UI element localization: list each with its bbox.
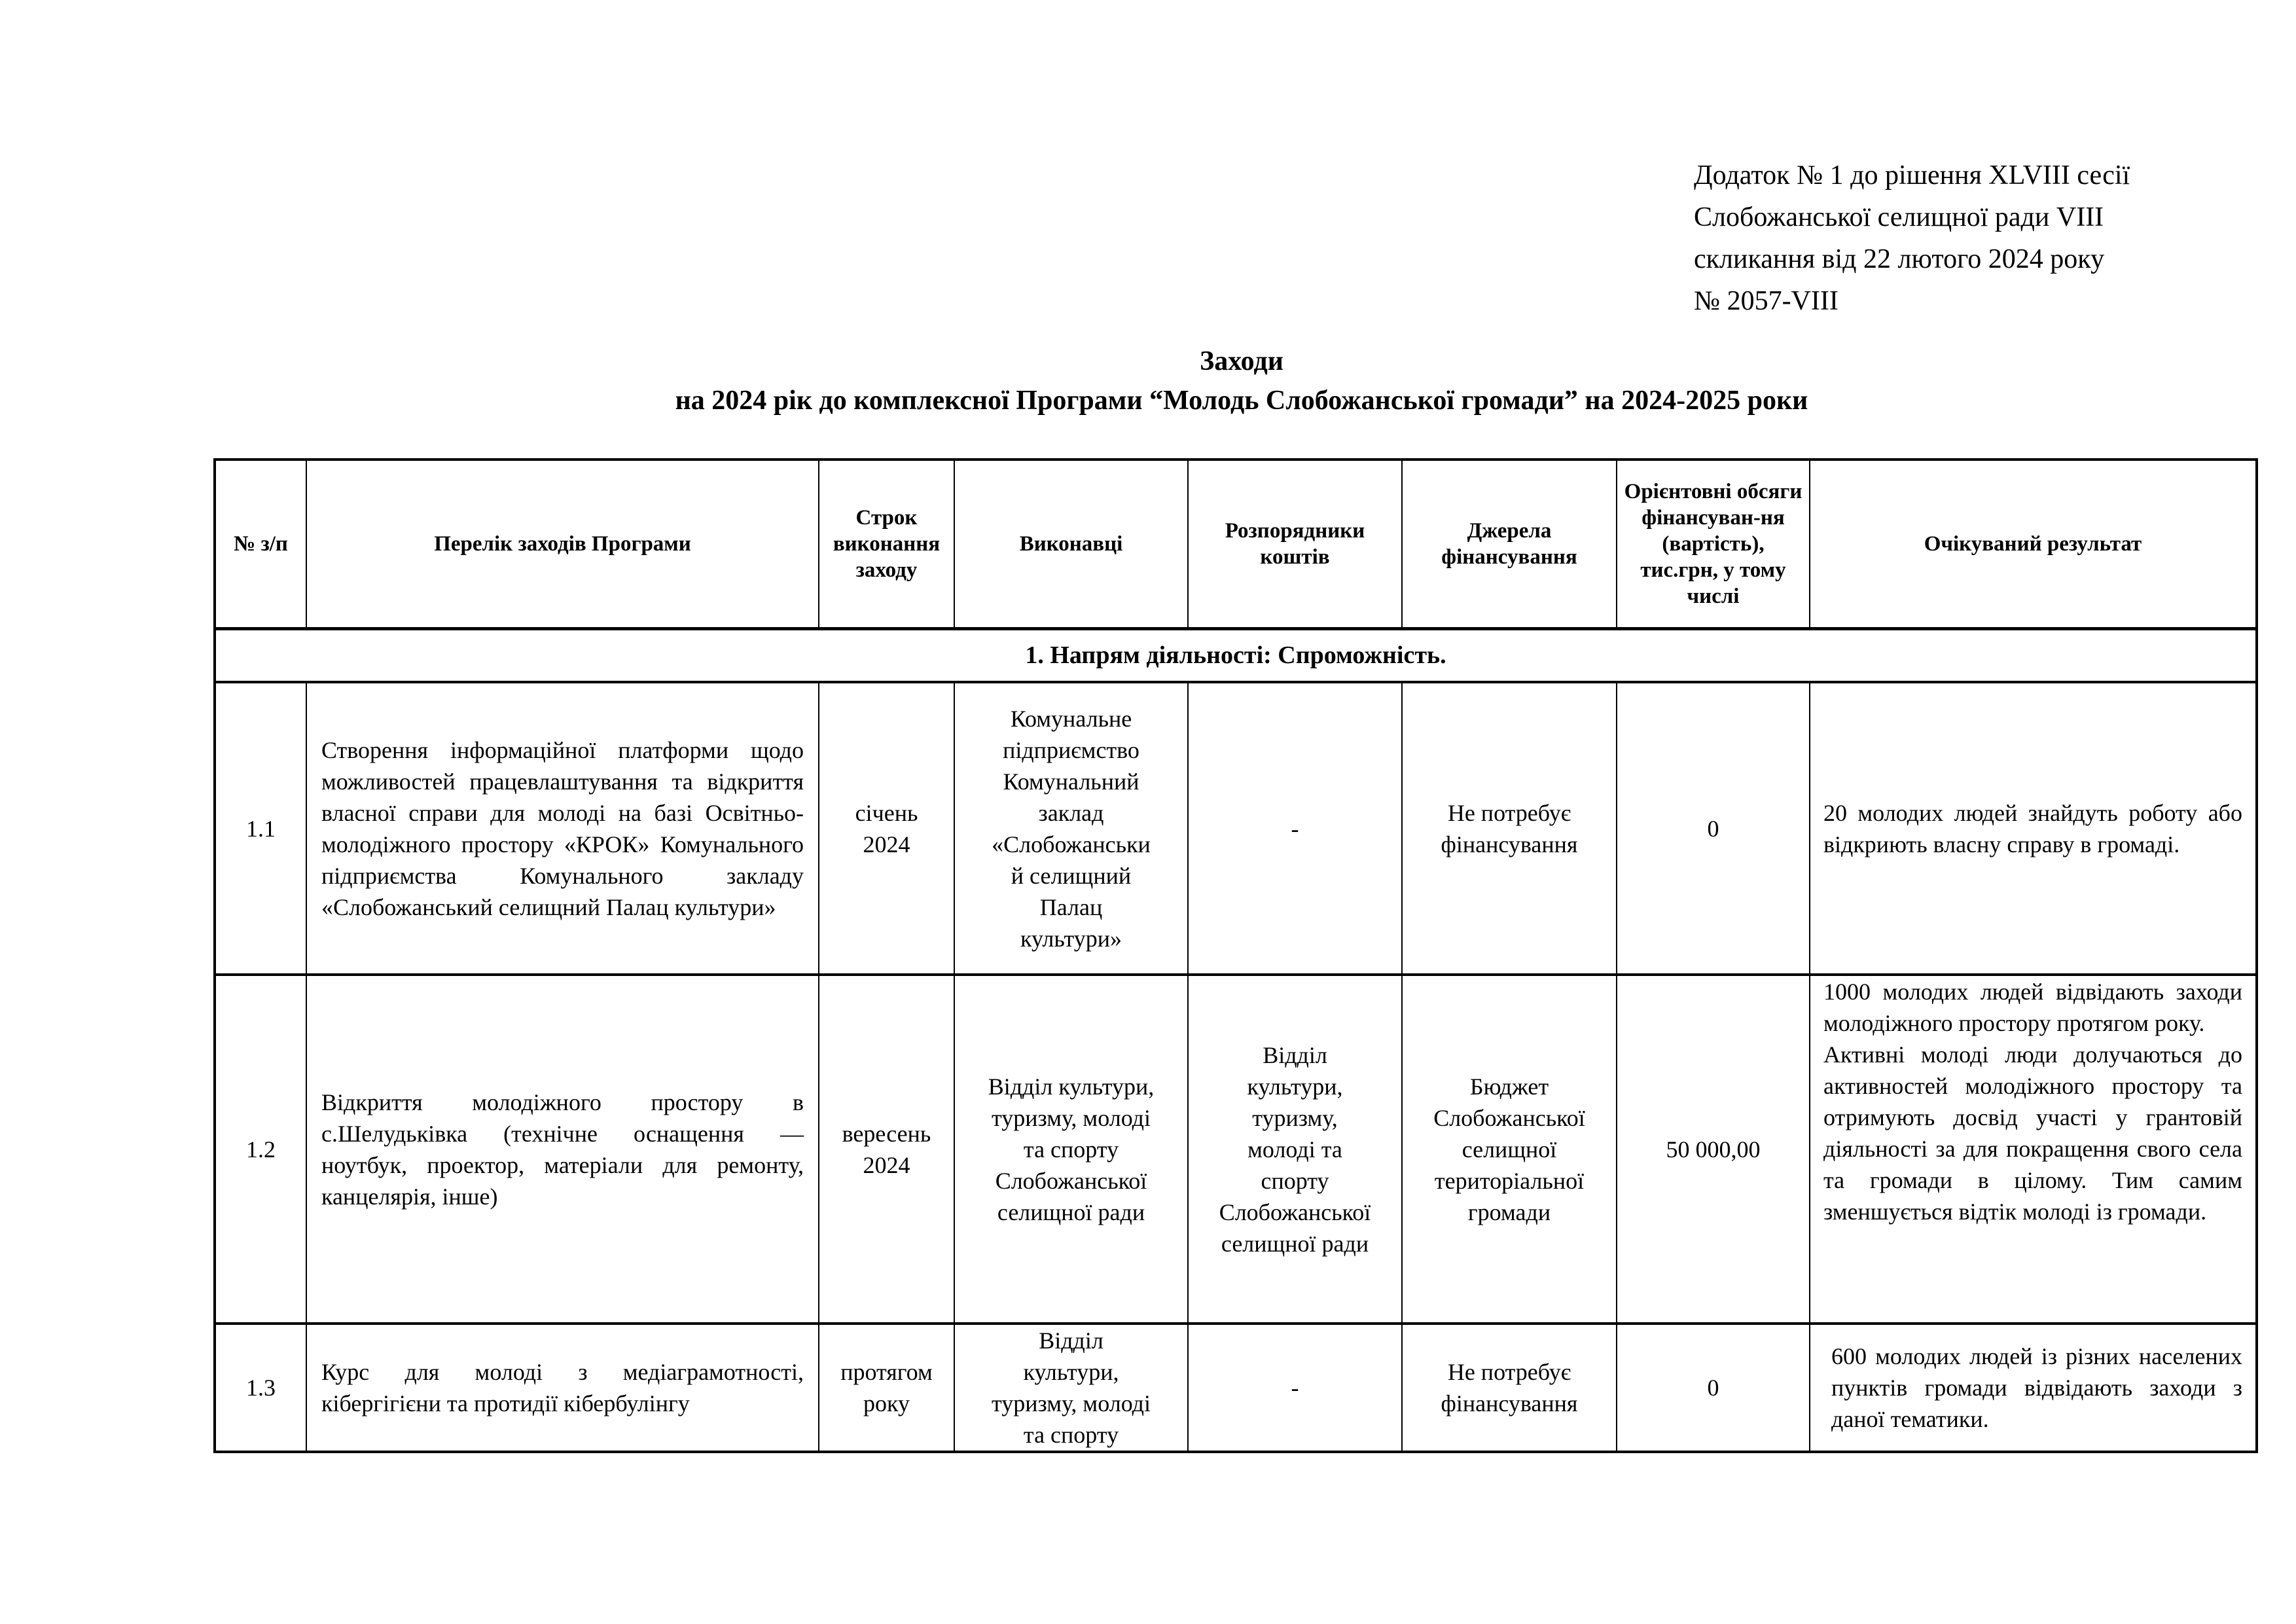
- row-source: Не потребує фінансування: [1402, 682, 1617, 975]
- row-number: 1.2: [215, 975, 306, 1324]
- header-term: Строк виконання заходу: [819, 460, 954, 628]
- appendix-note: [1694, 154, 2217, 322]
- document-title: [458, 342, 2025, 420]
- title-line-2: на 2024 рік до комплексної Програми “Молодь Слобожанської громади” на 2024-2025 роки: [675, 386, 1808, 416]
- measures-table: [213, 458, 2258, 1453]
- result-paragraph: Активні молоді люди долучаються до активностей молодіжного простору та отримують досвід участі у грантовій діяльності за для покращення свого села та громади в цілому. Тим самим зменшується відтік молоді із громади.: [1823, 1041, 2242, 1225]
- header-expected-result: Очікуваний результат: [1810, 460, 2257, 628]
- header-fund-managers: Розпорядники коштів: [1188, 460, 1402, 628]
- header-number: № з/п: [215, 460, 306, 628]
- header-measures: Перелік заходів Програми: [306, 460, 819, 628]
- header-executors: Виконавці: [954, 460, 1188, 628]
- row-term: вересень 2024: [819, 975, 954, 1324]
- row-result: 20 молодих людей знайдуть роботу або відкриють власну справу в громаді.: [1810, 682, 2257, 975]
- title-line-1: Заходи: [1200, 346, 1283, 376]
- header-funding-sources: Джерела фінансування: [1402, 460, 1617, 628]
- row-result: [1810, 975, 2257, 1324]
- table-row: [215, 682, 2257, 975]
- row-manager: Відділ культури, туризму, молоді та спорту Слобожанської селищної ради: [1188, 975, 1402, 1324]
- header-funding-amount: Орієнтовні обсяги фінансуван-ня (вартість), тис.грн, у тому числі: [1617, 460, 1810, 628]
- table-header-row: [215, 460, 2257, 628]
- section-title: 1. Напрям діяльності: Спроможність.: [215, 628, 2257, 682]
- row-amount: 0: [1617, 1324, 1810, 1452]
- section-row: [215, 628, 2257, 682]
- row-source: Бюджет Слобожанської селищної територіальної громади: [1402, 975, 1617, 1324]
- row-result: 600 молодих людей із різних населених пунктів громади відвідають заходи з даної тематики.: [1810, 1324, 2257, 1452]
- row-number: 1.1: [215, 682, 306, 975]
- row-executor: Відділ культури, туризму, молоді та спорту: [954, 1324, 1188, 1452]
- row-executor: Комунальне підприємство Комунальний заклад «Слобожанськи й селищний Палац культури»: [954, 682, 1188, 975]
- appendix-line: Додаток № 1 до рішення XLVIII сесії: [1694, 160, 2130, 190]
- result-paragraph: 1000 молодих людей відвідають заходи молодіжного простору протягом року.: [1823, 979, 2242, 1036]
- row-measure: Курс для молоді з медіаграмотності, кібергігієни та протидії кібербулінгу: [306, 1324, 819, 1452]
- row-executor: Відділ культури, туризму, молоді та спорту Слобожанської селищної ради: [954, 975, 1188, 1324]
- row-source: Не потребує фінансування: [1402, 1324, 1617, 1452]
- row-amount: 50 000,00: [1617, 975, 1810, 1324]
- appendix-line: Слобожанської селищної ради VIII: [1694, 202, 2104, 232]
- row-measure: Створення інформаційної платформи щодо можливостей працевлаштування та відкриття власної справи для молоді на базі Освітньо-молодіжного простору «КРОК» Комунального підприємства Комунального закладу «Слобожанський селищний Палац культури»: [306, 682, 819, 975]
- appendix-line: № 2057-VIII: [1694, 286, 1839, 316]
- row-measure: Відкриття молодіжного простору в с.Шелудьківка (технічне оснащення — ноутбук, проектор, матеріали для ремонту, канцелярія, інше): [306, 975, 819, 1324]
- row-manager: -: [1188, 682, 1402, 975]
- appendix-line: скликання від 22 лютого 2024 року: [1694, 244, 2105, 274]
- table-row: [215, 1324, 2257, 1452]
- row-term: протягом року: [819, 1324, 954, 1452]
- row-term: січень 2024: [819, 682, 954, 975]
- table-row: [215, 975, 2257, 1324]
- row-number: 1.3: [215, 1324, 306, 1452]
- row-manager: -: [1188, 1324, 1402, 1452]
- row-amount: 0: [1617, 682, 1810, 975]
